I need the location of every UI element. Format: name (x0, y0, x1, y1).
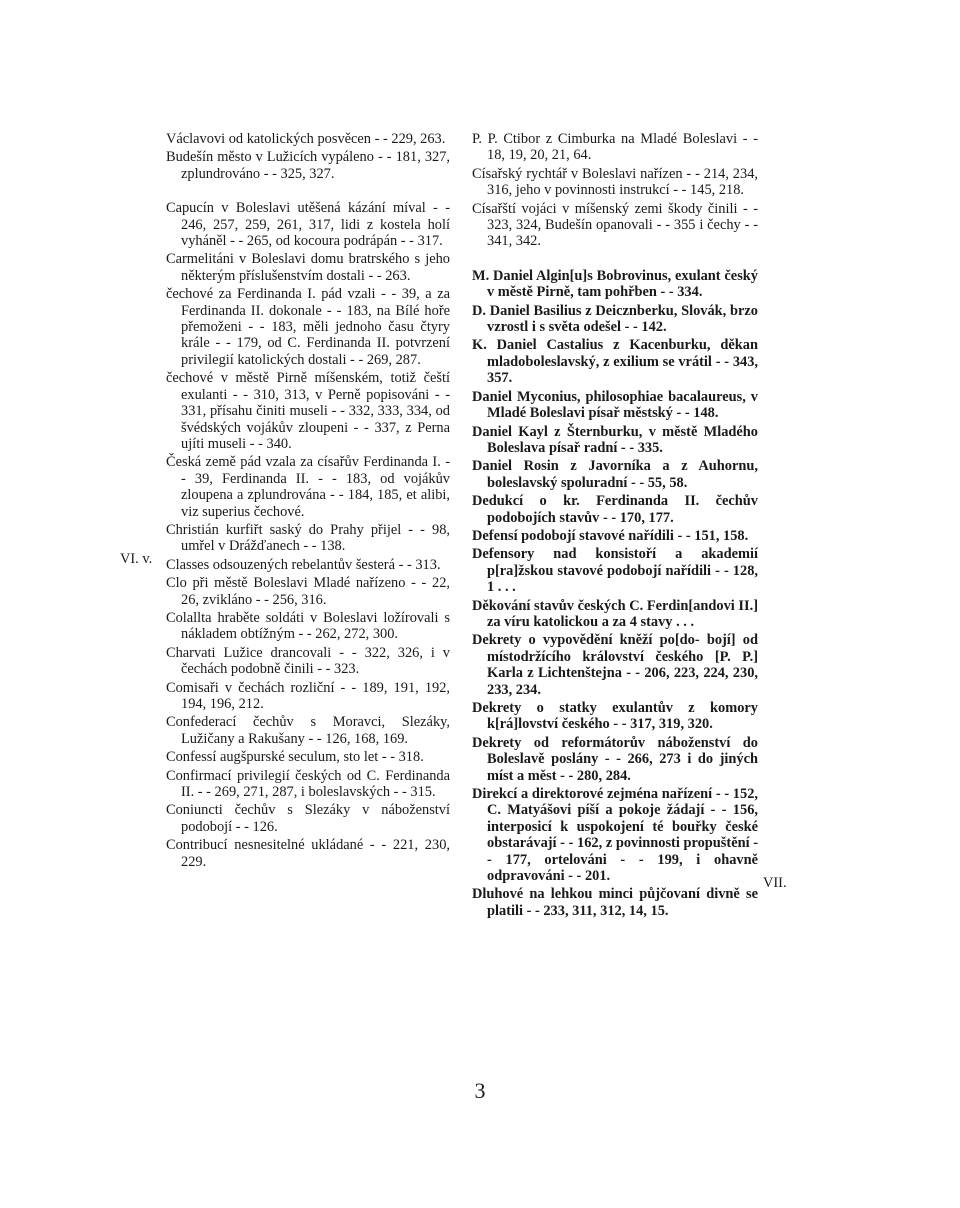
index-entry: Václavovi od katolických posvěcen - - 229, 263. (166, 131, 446, 147)
index-entry: Classes odsouzených rebelantův šesterá - - 313. (166, 556, 441, 573)
index-entry: čechové za Ferdinanda I. pád vzali - - 39, a za Ferdinanda II. dokonale - - 183, na Bílé hoře přemoženi - - 183, měli jednoho času čtyry krále - - 179, od C. Ferdinanda II. potvrzení privilegií katolických dostali - - 269, 287. (166, 286, 450, 368)
index-entry: Capucín v Boleslavi utěšená kázání míval - - 246, 257, 259, 261, 317, lidi z kostela holí vyháněl - - 265, od kocoura podrápán - - 317. (166, 200, 450, 250)
index-entry: Christián kurfiřt saský do Prahy přijel - - 98, umřel v Drážďanech - - 138. (166, 521, 450, 555)
index-entry: Defensí podobojí stavové nařídili - - 151, 158. (472, 527, 749, 544)
index-entry: Dekrety o statky exulantův z komory k[rá]lovství českého - - 317, 319, 320. (472, 700, 758, 733)
index-entry: Česká země pád vzala za císařův Ferdinanda I. - - 39, Ferdinanda II. - - 183, od vojákův zloupena a zplundrována - - 184, 185, et alibi, viz superius čechové. (166, 454, 450, 520)
left-column (166, 131, 450, 872)
page-number: 3 (474, 1078, 486, 1103)
index-entry: Confirmací privilegií českých od C. Ferdinanda II. - - 269, 271, 287, i boleslavských - - 315. (166, 767, 450, 801)
index-entry: Daniel Kayl z Šternburku, v městě Mladého Boleslava písař radní - - 335. (472, 423, 758, 456)
index-entry: Daniel Rosin z Javorníka a z Auhornu, boleslavský spoluradní - - 55, 58. (472, 458, 758, 491)
index-entry: K. Daniel Castalius z Kacenburku, děkan mladoboleslavský, z exilium se vrátil - - 343, 357. (472, 337, 758, 387)
index-entry: Carmelitáni v Boleslavi domu bratrského s jeho některým příslušenstvím dostali - - 263. (166, 251, 450, 284)
index-entry: Confederací čechův s Moravci, Slezáky, Lužičany a Rakušany - - 126, 168, 169. (166, 714, 450, 747)
index-entry: P. P. Ctibor z Cimburka na Mladé Boleslavi - - 18, 19, 20, 21, 64. (472, 131, 758, 164)
index-entry: Comisaři v čechách rozliční - - 189, 191, 192, 194, 196, 212. (166, 679, 450, 712)
index-entry: Daniel Myconius, philosophiae bacalaureus, v Mladé Boleslavi písař městský - - 148. (472, 388, 758, 422)
right-column (472, 131, 758, 921)
margin-note-left: VI. v. (120, 551, 153, 567)
index-entry: Císařský rychtář v Boleslavi nařízen - - 214, 234, 316, jeho v povinnosti instrukcí - - 145, 218. (472, 165, 758, 199)
index-entry: Dluhové na lehkou minci půjčovaní divně se platili - - 233, 311, 312, 14, 15. (472, 886, 758, 919)
index-entry: Císařští vojáci v míšenský zemi škody činili - - 323, 324, Budešín opanovali - - 355 i čechy - - 341, 342. (472, 200, 758, 250)
index-entry: Clo při městě Boleslavi Mladé nařízeno - - 22, 26, zvikláno - - 256, 316. (166, 575, 450, 608)
margin-note-right: VII. (763, 875, 787, 891)
index-entry: čechové v městě Pirně míšenském, totiž čeští exulanti - - 310, 313, v Perně popisováni - - 331, přísahu činiti museli - - 332, 333, 334, od švédských vojákův zloupeni - - 337, z Perna ujíti museli - - 340. (166, 370, 450, 452)
index-entry: M. Daniel Algin[u]s Bobrovinus, exulant český v městě Pirně, tam pohřben - - 334. (472, 267, 758, 301)
index-entry: Defensory nad konsistoří a akademií p[ra]žskou stavové podobojí nařídili - - 128, 1 . . . (472, 546, 758, 596)
index-entry: Coniuncti čechův s Slezáky v náboženství podobojí - - 126. (166, 802, 450, 835)
index-entry: D. Daniel Basilius z Deicznberku, Slovák, brzo vzrostl i s světa odešel - - 142. (472, 302, 758, 336)
index-entry: Charvati Lužice drancovali - - 322, 326, i v čechách podobně činili - - 323. (166, 644, 450, 678)
index-entry: Dedukcí o kr. Ferdinanda II. čechův podobojích stavův - - 170, 177. (472, 493, 758, 526)
index-entry: Contribucí nesnesitelné ukládané - - 221, 230, 229. (166, 837, 450, 870)
index-entry: Confessí augšpurské seculum, sto let - - 318. (166, 749, 424, 766)
index-entry: Dekrety od reformátorův náboženství do Boleslavě poslány - - 266, 273 i do jiných míst a měst - - 280, 284. (472, 734, 758, 784)
index-entry: Děkování stavův českých C. Ferdin[andovi II.] za víru katolickou a za 4 stavy . . . (472, 597, 758, 630)
index-entry: Direkcí a direktorové zejména nařízení - - 152, C. Matyášovi píší a pokoje žádají - - 156, interposicí k uspokojení té bouřky české obstarávají - - 162, z povinnosti propuštění - - 177, ortelováni - - 199, i ohavně odpravováni - - 201. (472, 786, 758, 885)
index-entry: Colallta hraběte soldáti v Boleslavi ložírovali s nákladem obtížným - - 262, 272, 300. (166, 609, 450, 643)
index-entry: Budešín město v Lužicích vypáleno - - 181, 327, zplundrováno - - 325, 327. (166, 149, 450, 182)
index-entry: Dekrety o vypovědění kněží po[do- bojí] od místodržícího království českého [P. P.] Karla z Lichtenštejna - - 206, 223, 224, 230, 233, 234. (472, 632, 758, 698)
